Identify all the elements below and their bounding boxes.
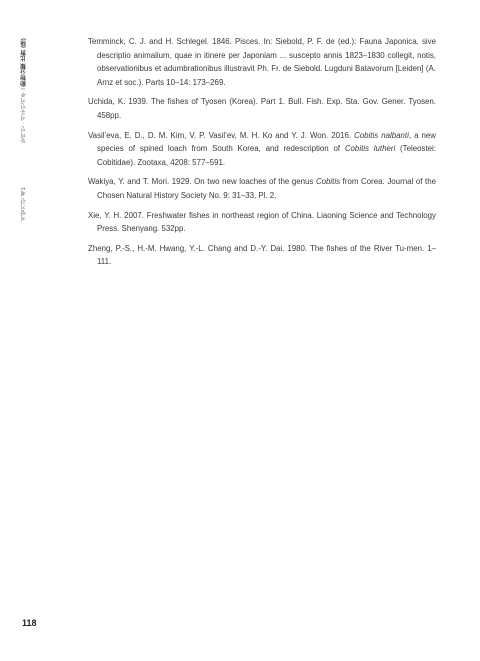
running-header-bold: 動物分類 比對 (陸) xyxy=(21,38,27,87)
running-header-prefix: 동미인 · 서유인기주 I xyxy=(21,88,27,144)
reference-text: Zheng, P.-S., H.-M. Hwang, Y.-L. Chang and D.-Y. Dai. 1980. The fishes of the River Tu-men. 1–111. xyxy=(88,243,436,267)
reference-entry xyxy=(88,95,436,122)
running-header-vertical xyxy=(20,38,28,143)
reference-text: Uchida, K. 1939. The fishes of Tyosen (Korea). Part 1. Bull. Fish. Exp. Sta. Gov. Gener. Tyosen. 458pp. xyxy=(88,97,436,120)
species-name: Cobitis nalbanti xyxy=(354,130,409,140)
reference-text: Temminck, C. J. and H. Schlegel. 1846. Pisces. In: Siebold, P. F. de (ed.): Fauna Japonica, sive descriptio animalium, quae in itinere per Japoniam ... suscepto annis 1823–1830 collegit, notis, observationibus et adumbrationibus illustravit Ph. Fr. de Siebold. Lugduni Batavorum [Leiden] (A. Arnz et soc.). Parts 10–14: 173–269. xyxy=(88,37,436,87)
reference-text: Wakiya, Y. and T. Mori. 1929. On two new loaches of the genus xyxy=(88,177,316,187)
reference-entry xyxy=(88,209,436,236)
reference-text: , a new species of spined loach from South Korea, and redescription of xyxy=(97,130,436,154)
species-name: Cobitis lutheri xyxy=(344,144,396,154)
reference-list xyxy=(88,35,436,275)
reference-entry xyxy=(88,129,436,170)
reference-text: Xie, Y. H. 2007. Freshwater fishes in northeast region of China. Liaoning Science and Technology Press. Shenyang. 532pp. xyxy=(88,210,436,234)
reference-text: from Corea. Journal of the Chosen Natural History Society No. 9: 31–33, Pl. 2. xyxy=(97,177,436,200)
species-name: Cobitis xyxy=(315,177,341,187)
reference-entry xyxy=(88,175,436,202)
reference-entry xyxy=(88,242,436,269)
running-subheader-vertical: 지방기관 제1 xyxy=(21,187,27,222)
reference-text: Vasil’eva, E. D., D. M. Kim, V. P. Vasil’ev, M. H. Ko and Y. J. Won. 2016. xyxy=(88,130,355,140)
reference-entry xyxy=(88,35,436,89)
reference-text: (Teleostei: Cobitidae). Zootaxa, 4208: 577–591. xyxy=(97,144,436,167)
page-number: 118 xyxy=(22,618,37,628)
